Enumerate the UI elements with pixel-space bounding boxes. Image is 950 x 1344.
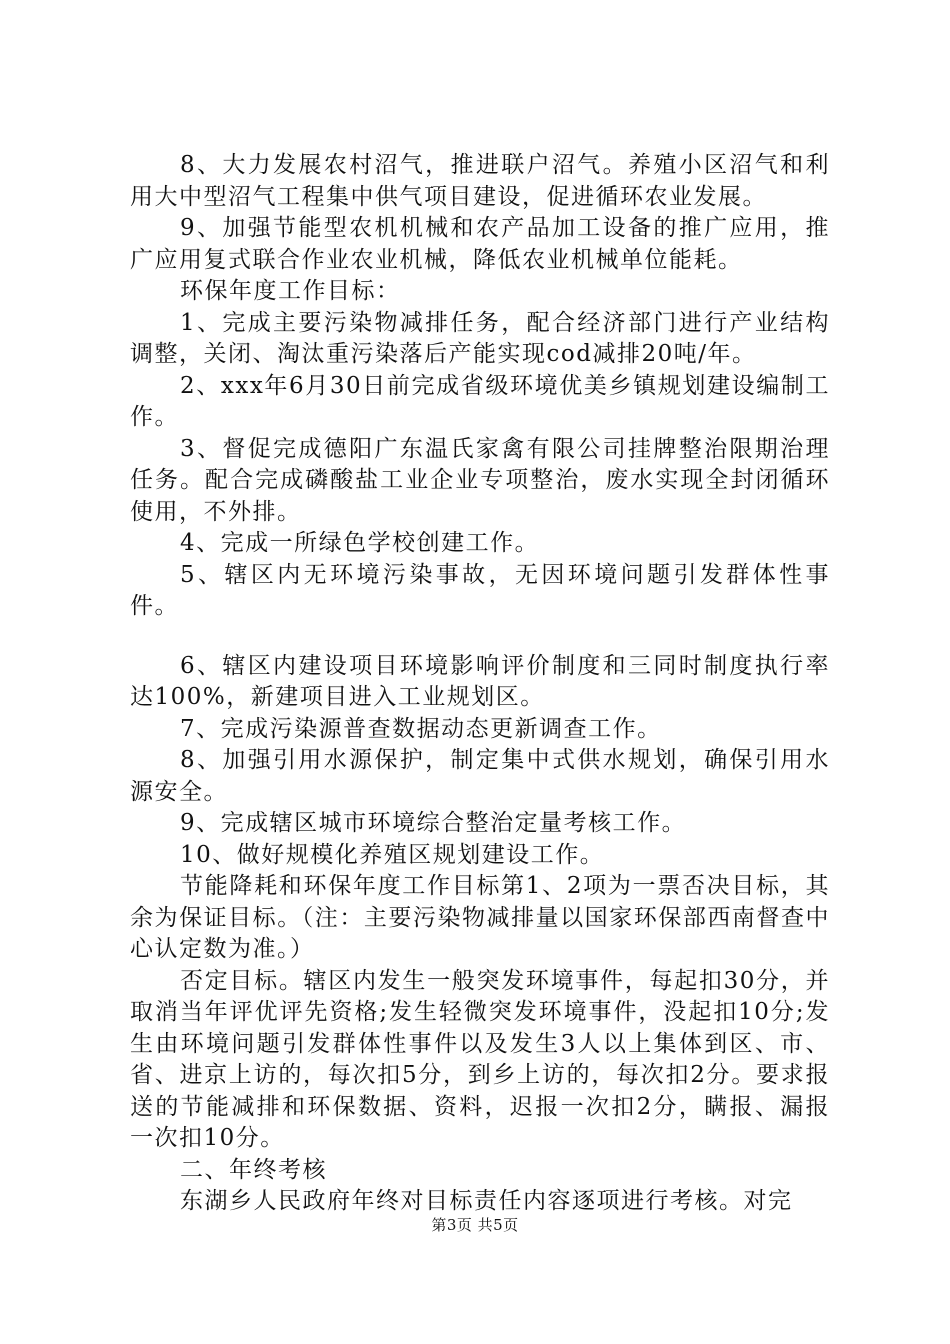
document-body — [130, 150, 830, 1218]
paragraph-goal-4: 4、完成一所绿色学校创建工作。 — [180, 530, 540, 556]
paragraph-goal-6: 6、辖区内建设项目环境影响评价制度和三同时制度执行率达100%，新建项目进入工业规划区。 — [130, 652, 830, 710]
paragraph-biogas: 8、大力发展农村沼气，推进联户沼气。养殖小区沼气和利用大中型沼气工程集中供气项目建设，促进循环农业发展。 — [130, 152, 830, 210]
paragraph-goal-7: 7、完成污染源普查数据动态更新调查工作。 — [180, 715, 662, 742]
paragraph-farm-machinery: 9、加强节能型农机机械和农产品加工设备的推广应用，推广应用复式联合作业农业机械，降低农业机械单位能耗。 — [130, 215, 830, 273]
paragraph-goal-8: 8、加强引用水源保护，制定集中式供水规划，确保引用水源安全。 — [130, 747, 830, 805]
paragraph-annual-review: 东湖乡人民政府年终对目标责任内容逐项进行考核。对完 — [180, 1188, 793, 1214]
paragraph-goal-10: 10、做好规模化养殖区规划建设工作。 — [180, 841, 605, 868]
blank-line — [130, 623, 830, 651]
paragraph-goal-9: 9、完成辖区城市环境综合整治定量考核工作。 — [180, 810, 687, 836]
paragraph-goal-3: 3、督促完成德阳广东温氏家禽有限公司挂牌整治限期治理任务。配合完成磷酸盐工业企业专项整治，废水实现全封闭循环使用，不外排。 — [130, 435, 830, 525]
section-heading-env-goals: 环保年度工作目标： — [180, 278, 401, 304]
paragraph-negative-targets: 否定目标。辖区内发生一般突发环境事件，每起扣30分，并取消当年评优评先资格;发生轻微突发环境事件，没起扣10分;发生由环境问题引发群体性事件以及发生3人以上集体到区、市、省、进京上访的，每次扣5分，到乡上访的，每次扣2分。要求报送的节能减排和环保数据、资料，迟报一次扣2分，瞒报、漏报一次扣10分。 — [130, 967, 830, 1151]
section-heading-annual-review: 二、年终考核 — [180, 1156, 327, 1183]
paragraph-veto-note: 节能降耗和环保年度工作目标第1、2项为一票否决目标，其余为保证目标。（注：主要污染物减排量以国家环保部西南督查中心认定数为准。） — [130, 873, 830, 962]
paragraph-goal-5: 5、辖区内无环境污染事故，无因环境问题引发群体性事件。 — [130, 561, 830, 619]
paragraph-goal-1: 1、完成主要污染物减排任务，配合经济部门进行产业结构调整，关闭、淘汰重污染落后产能实现cod减排20吨/年。 — [130, 309, 830, 367]
page-footer: 第3页 共5页 — [431, 1216, 519, 1234]
paragraph-goal-2: 2、xxx年6月30日前完成省级环境优美乡镇规划建设编制工作。 — [130, 372, 830, 430]
